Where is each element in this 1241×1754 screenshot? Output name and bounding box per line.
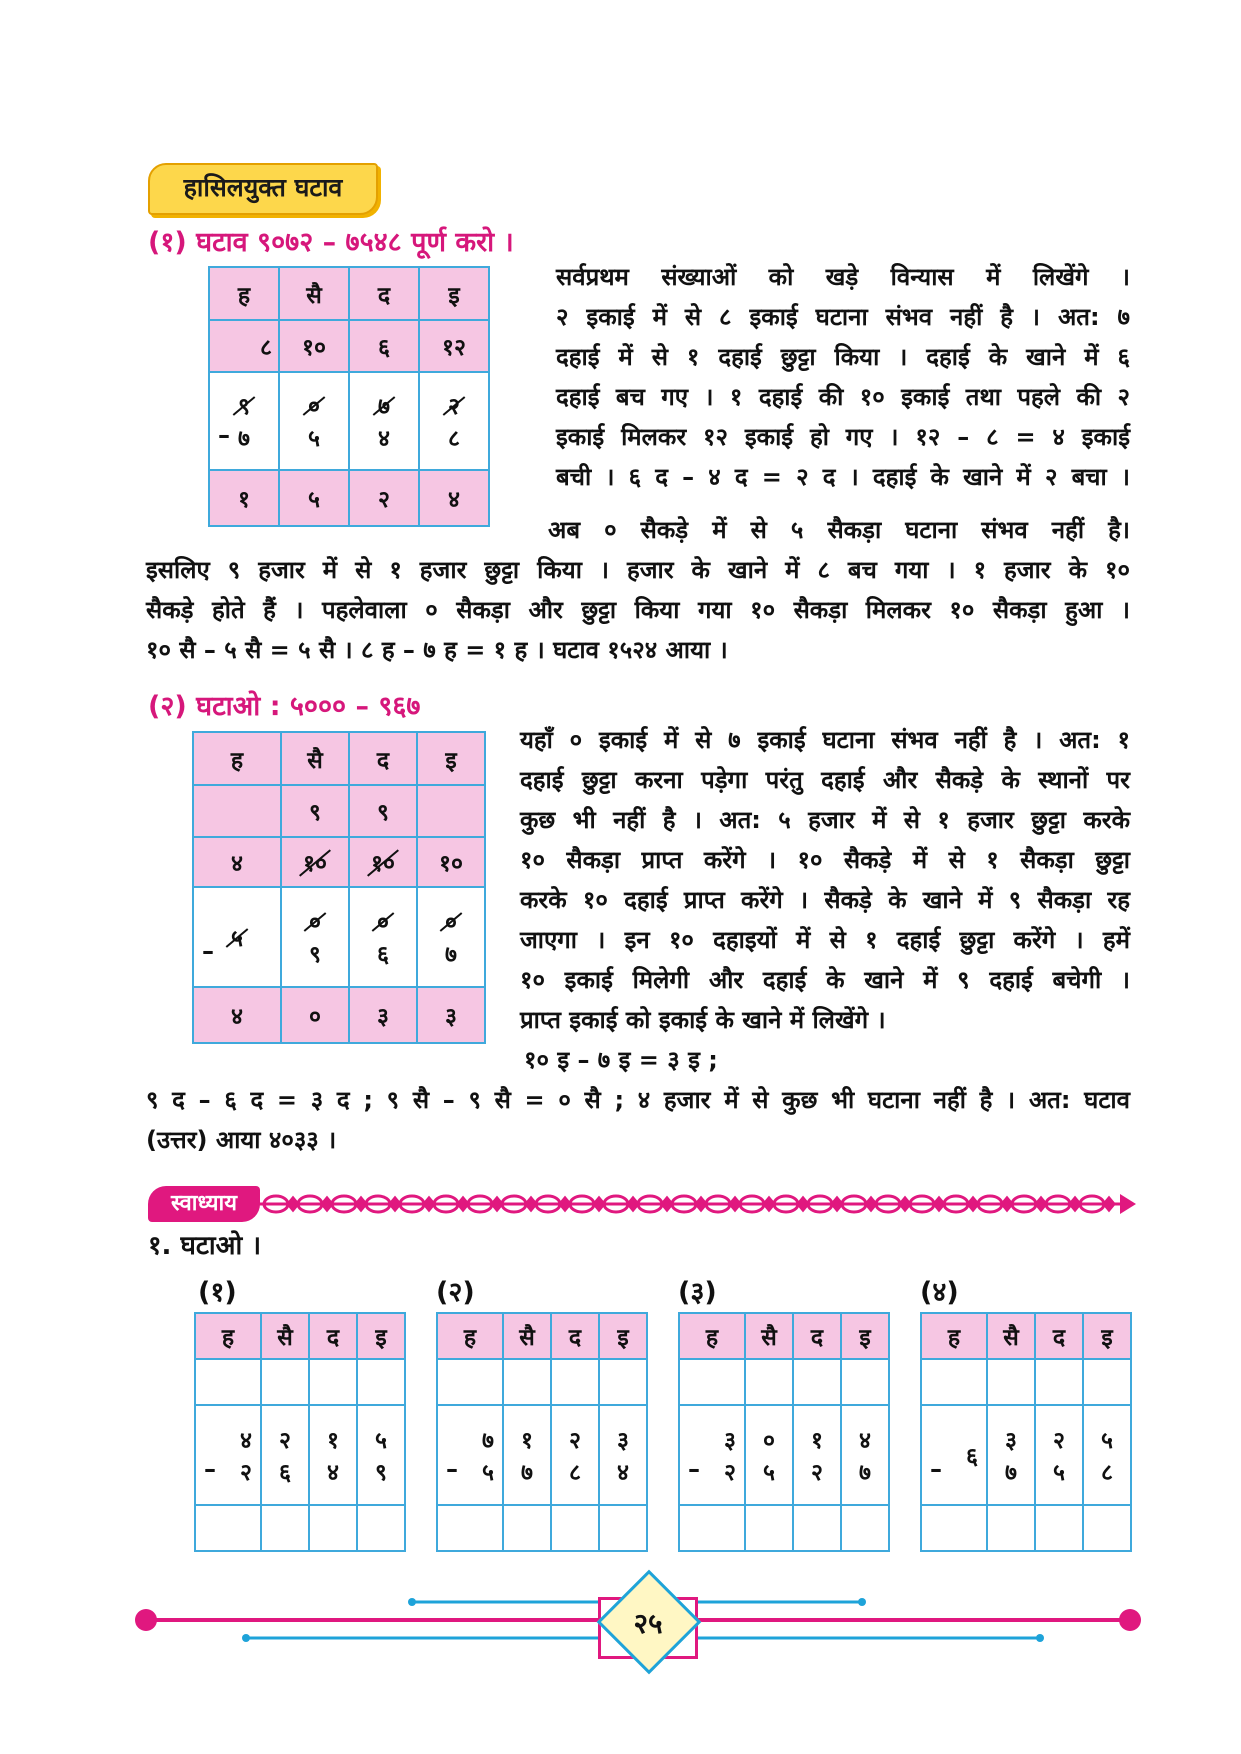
subtrahend-digit: २ — [724, 1460, 736, 1486]
ex2-full-line: ९ द – ६ द = ३ द ; ९ सै – ९ सै = ० सै ; ४ हजार में से कुछ भी घटाना नहीं है । अत: घटाव — [146, 1086, 1130, 1114]
minuend-digit: १ — [521, 1428, 533, 1454]
digit-cell — [193, 887, 281, 987]
digit-cell — [281, 887, 349, 987]
ex1-full-line: १० सै – ५ सै = ५ सै । ८ ह – ७ ह = १ ह । घटाव १५२४ आया । — [146, 636, 728, 664]
answer-cell — [437, 1505, 503, 1551]
digit-cell — [261, 1405, 309, 1505]
minuend-digit: ० — [763, 1428, 775, 1454]
problem-table — [678, 1312, 890, 1552]
col-header-tens: द — [349, 267, 419, 320]
digit-cell — [503, 1405, 551, 1505]
result-digit: १ — [209, 470, 279, 526]
subtrahend-digit: २ — [240, 1460, 252, 1486]
blank-cell — [1035, 1359, 1083, 1405]
answer-cell — [1083, 1505, 1131, 1551]
blank-cell — [745, 1359, 793, 1405]
minus-sign: – — [204, 1455, 216, 1483]
example-2-table — [192, 731, 486, 1044]
minuend-digit: ५ — [375, 1428, 387, 1454]
minus-sign: – — [218, 421, 230, 449]
minuend-digit: ६ — [966, 1444, 978, 1470]
subtrahend-digit: ७ — [521, 1460, 533, 1486]
digit-cell — [1083, 1405, 1131, 1505]
minuend-digit: ७ — [482, 1428, 494, 1454]
col-header-hundreds: सै — [279, 267, 349, 320]
ex1-side-line: बची । ६ द – ४ द = २ द । दहाई के खाने में २ बचा । — [556, 463, 1130, 491]
struck-digit: ९ — [238, 389, 250, 421]
carry-cell: १२ — [419, 320, 489, 372]
problem-table — [194, 1312, 406, 1552]
answer-cell — [1035, 1505, 1083, 1551]
result-digit: ० — [281, 987, 349, 1043]
col-header-hundreds: सै — [281, 732, 349, 785]
result-digit: ५ — [279, 470, 349, 526]
digit-cell — [1035, 1405, 1083, 1505]
carry-cell: १० — [279, 320, 349, 372]
ex1-side-line: इकाई मिलकर १२ इकाई हो गए । १२ – ८ = ४ इकाई — [556, 423, 1130, 451]
digit-cell — [349, 372, 419, 470]
digit-cell — [793, 1405, 841, 1505]
digit-cell — [309, 1405, 357, 1505]
swadhyay-badge: स्वाध्याय — [148, 1186, 260, 1222]
subtrahend-digit: ८ — [569, 1460, 581, 1486]
problem-table — [436, 1312, 648, 1552]
ex2-side-line: यहाँ ० इकाई में से ७ इकाई घटाना संभव नहीं है । अत: १ — [520, 726, 1130, 754]
minuend-digit: ४ — [240, 1428, 252, 1454]
ex2-side-line: दहाई छुट्टा करना पड़ेगा परंतु दहाई और सैकड़े के स्थानों पर — [520, 766, 1130, 794]
minus-sign: – — [930, 1455, 942, 1483]
answer-cell — [599, 1505, 647, 1551]
ex2-side-line: जाएगा । इन १० दहाइयों में से १ दहाई छुट्टा करेंगे । हमें — [520, 926, 1130, 954]
blank-cell — [679, 1359, 745, 1405]
col-header-tens: द — [309, 1313, 357, 1359]
col-header-hundreds: सै — [261, 1313, 309, 1359]
subtrahend-digit: ५ — [482, 1460, 494, 1486]
carry-cell: १० — [417, 837, 485, 887]
col-header-ones: इ — [417, 732, 485, 785]
struck-digit: ५ — [231, 921, 243, 953]
subtrahend-digit: ६ — [377, 942, 389, 968]
carry-cell: ९ — [281, 785, 349, 837]
subtrahend-digit: ९ — [309, 942, 321, 968]
col-header-thousands: ह — [195, 1313, 261, 1359]
minuend-digit: २ — [1053, 1428, 1065, 1454]
struck-digit: १० — [371, 846, 395, 878]
col-header-tens: द — [551, 1313, 599, 1359]
subtrahend-digit: ६ — [279, 1460, 291, 1486]
blank-cell — [357, 1359, 405, 1405]
carry-cell: ६ — [349, 320, 419, 372]
col-header-ones: इ — [599, 1313, 647, 1359]
minuend-digit: २ — [569, 1428, 581, 1454]
carry-cell: ९ — [349, 785, 417, 837]
digit-cell — [745, 1405, 793, 1505]
blank-cell — [503, 1359, 551, 1405]
col-header-hundreds: सै — [503, 1313, 551, 1359]
digit-cell — [209, 372, 279, 470]
digit-cell — [437, 1405, 503, 1505]
col-header-ones: इ — [419, 267, 489, 320]
blank-cell — [921, 1359, 987, 1405]
ex1-side-line: सर्वप्रथम संख्याओं को खड़े विन्यास में लिखेंगे । — [556, 263, 1130, 291]
digit-cell — [599, 1405, 647, 1505]
blank-cell — [793, 1359, 841, 1405]
section-title-tag: हासिलयुक्त घटाव — [148, 163, 378, 215]
digit-cell — [419, 372, 489, 470]
struck-digit: ० — [309, 905, 321, 937]
ex2-side-line: कुछ भी नहीं है । अत: ५ हजार में से १ हजार छुट्टा करके — [520, 806, 1130, 834]
page-number: २५ — [633, 1607, 663, 1640]
result-digit: ४ — [419, 470, 489, 526]
ex1-side-line: अब ० सैकड़े में से ५ सैकड़ा घटाना संभव नहीं है। — [548, 516, 1130, 544]
digit-cell — [417, 887, 485, 987]
ex2-side-line: १० इ – ७ इ = ३ इ ; — [524, 1046, 718, 1074]
digit-cell — [357, 1405, 405, 1505]
col-header-thousands: ह — [209, 267, 279, 320]
subtrahend-digit: ५ — [763, 1460, 775, 1486]
subtrahend-digit: २ — [811, 1460, 823, 1486]
answer-cell — [793, 1505, 841, 1551]
minuend-digit: ४ — [859, 1428, 871, 1454]
digit-cell — [987, 1405, 1035, 1505]
result-digit: २ — [349, 470, 419, 526]
col-header-hundreds: सै — [987, 1313, 1035, 1359]
subtrahend-digit: ७ — [1005, 1460, 1017, 1486]
col-header-hundreds: सै — [745, 1313, 793, 1359]
digit-cell — [921, 1405, 987, 1505]
carry-cell — [349, 837, 417, 887]
ex2-side-line: १० सैकड़ा प्राप्त करेंगे । १० सैकड़े में से १ सैकड़ा छुट्टा — [520, 846, 1130, 874]
minuend-digit: १ — [327, 1428, 339, 1454]
col-header-ones: इ — [1083, 1313, 1131, 1359]
result-digit: ३ — [349, 987, 417, 1043]
blank-cell — [309, 1359, 357, 1405]
digit-cell — [841, 1405, 889, 1505]
subtrahend-digit: ४ — [378, 426, 390, 452]
blank-cell — [437, 1359, 503, 1405]
answer-cell — [309, 1505, 357, 1551]
ex1-side-line: २ इकाई में से ८ इकाई घटाना संभव नहीं है । अत: ७ — [556, 303, 1130, 331]
carry-cell: ४ — [193, 837, 281, 887]
subtrahend-digit: ७ — [238, 426, 250, 452]
ex2-full-line: (उत्तर) आया ४०३३ । — [146, 1126, 337, 1154]
exercise-question: १. घटाओ । — [148, 1231, 262, 1261]
struck-digit: ० — [308, 389, 320, 421]
problem-label: (३) — [678, 1277, 717, 1308]
ex1-side-line: दहाई बच गए । १ दहाई की १० इकाई तथा पहले की २ — [556, 383, 1130, 411]
subtrahend-digit: ८ — [1101, 1460, 1113, 1486]
struck-digit: २ — [448, 389, 460, 421]
carry-cell: ८ — [209, 320, 279, 372]
minus-sign: – — [688, 1455, 700, 1483]
answer-cell — [551, 1505, 599, 1551]
subtrahend-digit: ५ — [1053, 1460, 1065, 1486]
blank-cell — [261, 1359, 309, 1405]
blank-cell — [1083, 1359, 1131, 1405]
digit-cell — [195, 1405, 261, 1505]
col-header-ones: इ — [841, 1313, 889, 1359]
subtrahend-digit: ५ — [308, 426, 320, 452]
struck-digit: ० — [445, 905, 457, 937]
minus-sign: – — [446, 1455, 458, 1483]
answer-cell — [261, 1505, 309, 1551]
ex1-full-line: सैकड़े होते हैं । पहलेवाला ० सैकड़ा और छुट्टा किया गया १० सैकड़ा मिलकर १० सैकड़ा हुआ । — [146, 596, 1130, 624]
blank-cell — [987, 1359, 1035, 1405]
blank-cell — [599, 1359, 647, 1405]
minuend-digit: ५ — [1101, 1428, 1113, 1454]
ex1-side-line: दहाई में से १ दहाई छुट्टा किया । दहाई के खाने में ६ — [556, 343, 1130, 371]
answer-cell — [987, 1505, 1035, 1551]
col-header-thousands: ह — [921, 1313, 987, 1359]
answer-cell — [841, 1505, 889, 1551]
answer-cell — [195, 1505, 261, 1551]
example-1-heading: (१) घटाव ९०७२ – ७५४८ पूर्ण करो । — [148, 227, 514, 258]
answer-cell — [921, 1505, 987, 1551]
carry-cell — [281, 837, 349, 887]
blank-cell — [841, 1359, 889, 1405]
ex2-side-line: करके १० दहाई प्राप्त करेंगे । सैकड़े के खाने में ९ सैकड़ा रह — [520, 886, 1130, 914]
carry-cell — [193, 785, 281, 837]
col-header-tens: द — [349, 732, 417, 785]
subtrahend-digit: ९ — [375, 1460, 387, 1486]
col-header-thousands: ह — [437, 1313, 503, 1359]
minuend-digit: १ — [811, 1428, 823, 1454]
carry-cell — [417, 785, 485, 837]
col-header-thousands: ह — [679, 1313, 745, 1359]
digit-cell — [279, 372, 349, 470]
subtrahend-digit: ७ — [859, 1460, 871, 1486]
minuend-digit: ३ — [617, 1428, 629, 1454]
answer-cell — [503, 1505, 551, 1551]
minus-sign: – — [202, 937, 214, 965]
blank-cell — [551, 1359, 599, 1405]
problem-label: (१) — [198, 1277, 237, 1308]
answer-cell — [679, 1505, 745, 1551]
subtrahend-digit: ४ — [327, 1460, 339, 1486]
subtrahend-digit: ८ — [448, 426, 460, 452]
answer-cell — [357, 1505, 405, 1551]
problem-table — [920, 1312, 1132, 1552]
answer-cell — [745, 1505, 793, 1551]
ex2-side-line: १० इकाई मिलेगी और दहाई के खाने में ९ दहाई बचेगी । — [520, 966, 1130, 994]
struck-digit: १० — [303, 846, 327, 878]
minuend-digit: २ — [279, 1428, 291, 1454]
col-header-thousands: ह — [193, 732, 281, 785]
example-1-table — [208, 266, 490, 527]
col-header-tens: द — [793, 1313, 841, 1359]
subtrahend-digit: ४ — [617, 1460, 629, 1486]
ex2-side-line: प्राप्त इकाई को इकाई के खाने में लिखेंगे । — [520, 1006, 886, 1034]
struck-digit: ७ — [378, 389, 390, 421]
col-header-ones: इ — [357, 1313, 405, 1359]
col-header-tens: द — [1035, 1313, 1083, 1359]
chain-diamond — [1104, 1198, 1114, 1210]
problem-label: (४) — [920, 1277, 959, 1308]
digit-cell — [551, 1405, 599, 1505]
subtrahend-digit: ७ — [445, 942, 457, 968]
digit-cell — [349, 887, 417, 987]
example-2-heading: (२) घटाओ : ५००० – ९६७ — [148, 691, 421, 722]
digit-cell — [679, 1405, 745, 1505]
minuend-digit: ३ — [1005, 1428, 1017, 1454]
ex1-full-line: इसलिए ९ हजार में से १ हजार छुट्टा किया । हजार के खाने में ८ बच गया । १ हजार के १० — [146, 556, 1130, 584]
minuend-digit: ३ — [724, 1428, 736, 1454]
blank-cell — [195, 1359, 261, 1405]
struck-digit: ० — [377, 905, 389, 937]
result-digit: ३ — [417, 987, 485, 1043]
problem-label: (२) — [436, 1277, 475, 1308]
decorative-chain — [258, 1186, 1138, 1222]
result-digit: ४ — [193, 987, 281, 1043]
